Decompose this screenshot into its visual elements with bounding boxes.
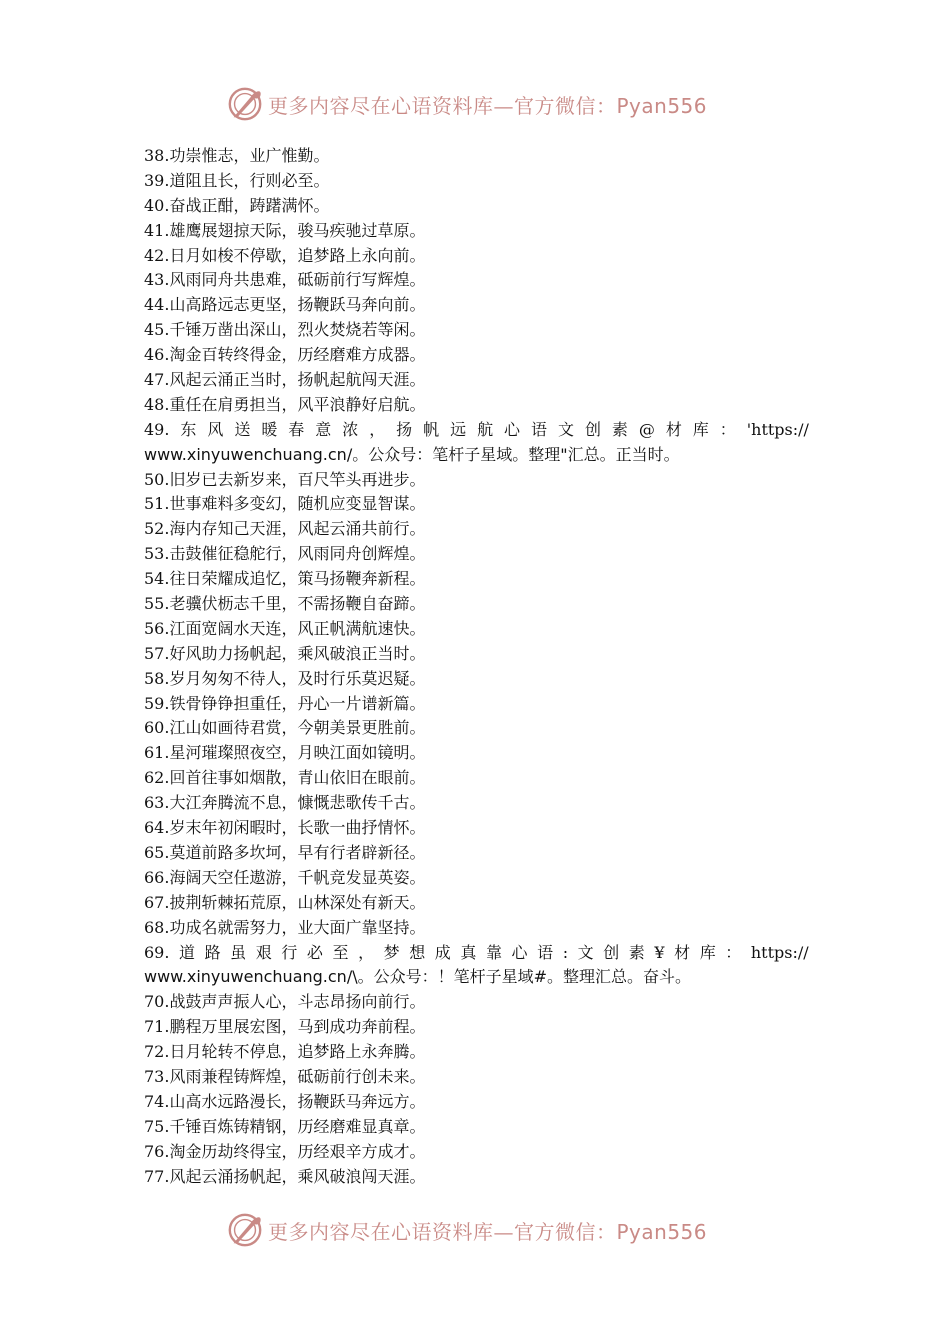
wechat-id: Pyan556 bbox=[616, 1219, 708, 1244]
list-item: 45.千锤万凿出深山，烈火焚烧若等闲。 bbox=[144, 320, 426, 340]
list-item-token: 道 bbox=[179, 942, 196, 962]
list-item: 56.江面宽阔水天连，风正帆满航速快。 bbox=[144, 618, 426, 638]
list-item-token: 必 bbox=[306, 942, 323, 962]
wechat-id: Pyan556 bbox=[616, 93, 708, 118]
list-item: 73.风雨兼程铸辉煌，砥砺前行创未来。 bbox=[144, 1066, 426, 1086]
list-item-token: 浓 bbox=[342, 419, 359, 439]
list-item: 53.击鼓催征稳舵行，风雨同舟创辉煌。 bbox=[144, 544, 426, 564]
list-item-token: 语 bbox=[531, 419, 548, 439]
list-item-token: 心 bbox=[504, 419, 521, 439]
document-body bbox=[144, 144, 809, 1189]
list-item-token: 想 bbox=[409, 942, 426, 962]
list-group-c bbox=[144, 990, 809, 1189]
quill-pen-logo-icon bbox=[226, 85, 264, 123]
list-item-token: 库 bbox=[692, 419, 709, 439]
list-item: 55.老骥伏枥志千里，不需扬鞭自奋蹄。 bbox=[144, 594, 426, 614]
list-item-69-line1 bbox=[144, 941, 809, 966]
list-item-token: ： bbox=[725, 942, 742, 962]
list-item: 64.岁末年初闲暇时，长歌一曲抒情怀。 bbox=[144, 818, 426, 838]
list-item: 54.往日荣耀成追忆，策马扬鞭奔新程。 bbox=[144, 569, 426, 589]
list-item-token: 暖 bbox=[261, 419, 278, 439]
list-item: 46.淘金百转终得金，历经磨难方成器。 bbox=[144, 345, 426, 365]
footer-banner-text: 更多内容尽在心语资料库—官方微信：Pyan556 bbox=[268, 1219, 708, 1244]
list-item-token: @ bbox=[638, 419, 655, 439]
list-item-49-line2: www.xinyuwenchuang.cn/。公众号：笔杆子星域。整理"汇总。正当时。 bbox=[144, 444, 680, 464]
list-item: 65.莫道前路多坎坷，早有行者辟新径。 bbox=[144, 842, 426, 862]
list-item: 47.风起云涌正当时，扬帆起航闯天涯。 bbox=[144, 370, 426, 390]
list-item-token: 路 bbox=[204, 942, 221, 962]
list-item-token: 送 bbox=[234, 419, 251, 439]
list-item: 60.江山如画待君赏，今朝美景更胜前。 bbox=[144, 718, 426, 738]
list-item-token: 材 bbox=[674, 942, 691, 962]
list-item: 38.功崇惟志，业广惟勤。 bbox=[144, 146, 330, 165]
list-item-token: 扬 bbox=[396, 419, 413, 439]
list-item-token: 材 bbox=[665, 419, 682, 439]
list-item-token: 真 bbox=[460, 942, 477, 962]
list-item: 67.披荆斩棘拓荒原，山林深处有新天。 bbox=[144, 892, 426, 912]
list-item-token: 航 bbox=[477, 419, 494, 439]
list-item: 59.铁骨铮铮担重任，丹心一片谱新篇。 bbox=[144, 693, 426, 713]
list-item-token: ¥ bbox=[654, 942, 665, 962]
header-banner bbox=[226, 84, 707, 124]
list-item: 44.山高路远志更坚，扬鞭跃马奔向前。 bbox=[144, 295, 426, 315]
list-item-token: 49. bbox=[144, 419, 170, 439]
list-item-token: 文 bbox=[557, 419, 574, 439]
list-item: 58.岁月匆匆不待人，及时行乐莫迟疑。 bbox=[144, 668, 426, 688]
list-group-a bbox=[144, 144, 809, 418]
list-item: 57.好风助力扬帆起，乘风破浪正当时。 bbox=[144, 643, 426, 663]
list-item-token: 艰 bbox=[255, 942, 272, 962]
quill-pen-logo-icon bbox=[226, 1211, 264, 1249]
list-item-token: 创 bbox=[603, 942, 620, 962]
list-item-token: 梦 bbox=[383, 942, 400, 962]
list-item: 71.鹏程万里展宏图，马到成功奔前程。 bbox=[144, 1017, 426, 1037]
list-item-token: 素 bbox=[628, 942, 645, 962]
list-item: 72.日月轮转不停息，追梦路上永奔腾。 bbox=[144, 1042, 426, 1062]
list-item: 42.日月如梭不停歇，追梦路上永向前。 bbox=[144, 245, 426, 265]
list-group-b bbox=[144, 468, 809, 941]
list-item-token: 创 bbox=[584, 419, 601, 439]
list-item-token: 风 bbox=[207, 419, 224, 439]
list-item: 77.风起云涌扬帆起，乘风破浪闯天涯。 bbox=[144, 1166, 426, 1186]
list-item-token: : bbox=[562, 942, 569, 962]
list-item: 70.战鼓声声振人心，斗志昂扬向前行。 bbox=[144, 992, 426, 1012]
list-item-token: 东 bbox=[180, 419, 197, 439]
list-item: 51.世事难料多变幻，随机应变显智谋。 bbox=[144, 494, 426, 514]
list-item: 75.千锤百炼铸精钢，历经磨难显真章。 bbox=[144, 1116, 426, 1136]
list-item-token: 素 bbox=[611, 419, 628, 439]
list-item-token: 语 bbox=[537, 942, 554, 962]
footer-banner bbox=[226, 1210, 707, 1250]
list-item: 66.海阔天空任遨游，千帆竞发显英姿。 bbox=[144, 867, 426, 887]
list-item-token: https:// bbox=[750, 942, 809, 962]
header-banner-text: 更多内容尽在心语资料库—官方微信：Pyan556 bbox=[268, 93, 708, 118]
list-item-token: 心 bbox=[511, 942, 528, 962]
list-item-token: 靠 bbox=[485, 942, 502, 962]
list-item-token: 成 bbox=[434, 942, 451, 962]
list-item: 39.道阻且长，行则必至。 bbox=[144, 170, 330, 190]
list-item: 48.重任在肩勇担当，风平浪静好启航。 bbox=[144, 394, 426, 414]
list-item-token: 行 bbox=[281, 942, 298, 962]
list-item-token: 帆 bbox=[423, 419, 440, 439]
list-item-token: 69. bbox=[144, 942, 170, 962]
list-item-token: ， bbox=[369, 419, 386, 439]
list-item-token: 意 bbox=[315, 419, 332, 439]
list-item: 41.雄鹰展翅掠天际，骏马疾驰过草原。 bbox=[144, 220, 426, 240]
list-item-token: ： bbox=[719, 419, 736, 439]
list-item-token: 文 bbox=[577, 942, 594, 962]
list-item-token: ， bbox=[358, 942, 375, 962]
list-item-69-line2: www.xinyuwenchuang.cn/\。公众号：！笔杆子星域#。整理汇总。奋斗。 bbox=[144, 967, 692, 987]
list-item-49-line1 bbox=[144, 418, 809, 443]
list-item: 74.山高水远路漫长，扬鞭跃马奔远方。 bbox=[144, 1091, 426, 1111]
list-item-token: 春 bbox=[288, 419, 305, 439]
list-item: 62.回首往事如烟散，青山依旧在眼前。 bbox=[144, 768, 426, 788]
list-item: 76.淘金历劫终得宝，历经艰辛方成才。 bbox=[144, 1141, 426, 1161]
list-item: 63.大江奔腾流不息，慷慨悲歌传千古。 bbox=[144, 793, 426, 813]
list-item: 40.奋战正酣，踌躇满怀。 bbox=[144, 195, 330, 215]
list-item: 61.星河璀璨照夜空，月映江面如镜明。 bbox=[144, 743, 426, 763]
list-item-token: 'https:// bbox=[746, 419, 809, 439]
list-item: 52.海内存知己天涯，风起云涌共前行。 bbox=[144, 519, 426, 539]
list-item-token: 库 bbox=[699, 942, 716, 962]
list-item: 43.风雨同舟共患难，砥砺前行写辉煌。 bbox=[144, 270, 426, 290]
list-item-token: 虽 bbox=[230, 942, 247, 962]
list-item: 50.旧岁已去新岁来，百尺竿头再进步。 bbox=[144, 469, 426, 489]
list-item: 68.功成名就需努力，业大面广靠坚持。 bbox=[144, 917, 426, 937]
list-item-token: 远 bbox=[450, 419, 467, 439]
list-item-token: 至 bbox=[332, 942, 349, 962]
